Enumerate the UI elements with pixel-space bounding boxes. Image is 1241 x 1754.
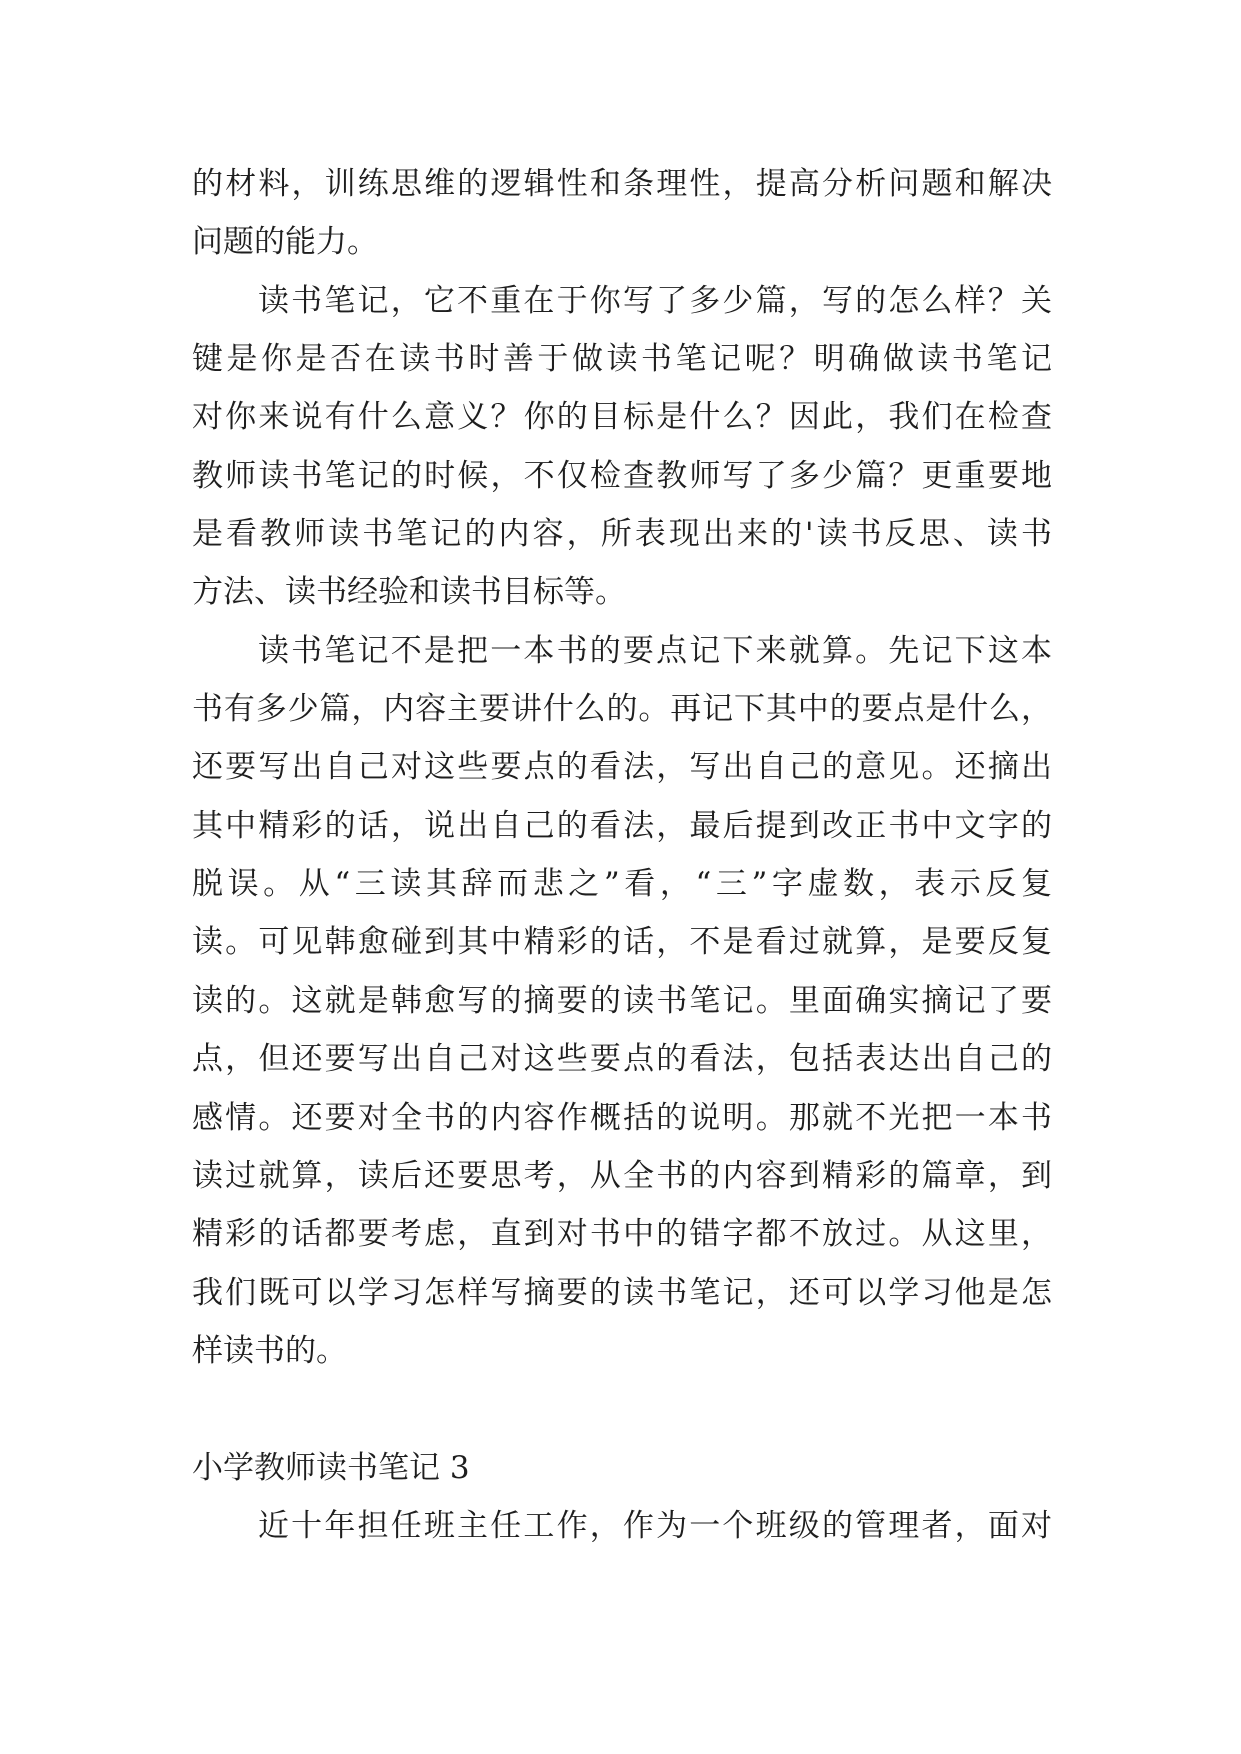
text-line: 读过就算，读后还要思考，从全书的内容到精彩的篇章，到 [192,1157,1052,1194]
text-line: 脱误。从“三读其辞而悲之”看，“三”字虚数，表示反复 [192,866,1052,903]
text-line: 的材料，训练思维的逻辑性和条理性，提高分析问题和解决 [192,166,1052,202]
text-line: 还要写出自己对这些要点的看法，写出自己的意见。还摘出 [192,749,1052,786]
paragraph [192,272,1052,622]
text-line: 键是你是否在读书时善于做读书笔记呢？明确做读书笔记 [192,341,1052,378]
paragraph [192,1497,1052,1555]
text-line: 教师读书笔记的时候，不仅检查教师写了多少篇？更重要地 [192,457,1052,494]
text-line: 书有多少篇，内容主要讲什么的。再记下其中的要点是什么， [192,691,1052,728]
paragraph [192,622,1052,1380]
section-heading: 小学教师读书笔记 3 [192,1449,470,1486]
text-line: 对你来说有什么意义？你的目标是什么？因此，我们在检查 [192,399,1052,436]
paragraph [192,155,1052,272]
text-line: 其中精彩的话，说出自己的看法，最后提到改正书中文字的 [192,807,1052,844]
text-line: 近十年担任班主任工作，作为一个班级的管理者，面对 [258,1507,1052,1544]
text-line: 读。可见韩愈碰到其中精彩的话，不是看过就算，是要反复 [192,924,1052,961]
text-column [192,155,1052,1555]
text-line: 问题的能力。 [192,224,378,261]
text-line: 读的。这就是韩愈写的摘要的读书笔记。里面确实摘记了要 [192,982,1052,1019]
text-line: 是看教师读书笔记的内容，所表现出来的'读书反思、读书 [192,516,1052,553]
text-line: 精彩的话都要考虑，直到对书中的错字都不放过。从这里， [192,1216,1052,1253]
text-line: 我们既可以学习怎样写摘要的读书笔记，还可以学习他是怎 [192,1274,1052,1311]
text-line: 读书笔记，它不重在于你写了多少篇，写的怎么样？关 [258,282,1052,319]
text-line: 感情。还要对全书的内容作概括的说明。那就不光把一本书 [192,1099,1052,1136]
text-line: 方法、读书经验和读书目标等。 [192,574,626,611]
text-line: 样读书的。 [192,1332,347,1369]
text-line: 点，但还要写出自己对这些要点的看法，包括表达出自己的 [192,1041,1052,1078]
text-line: 读书笔记不是把一本书的要点记下来就算。先记下这本 [258,632,1052,669]
